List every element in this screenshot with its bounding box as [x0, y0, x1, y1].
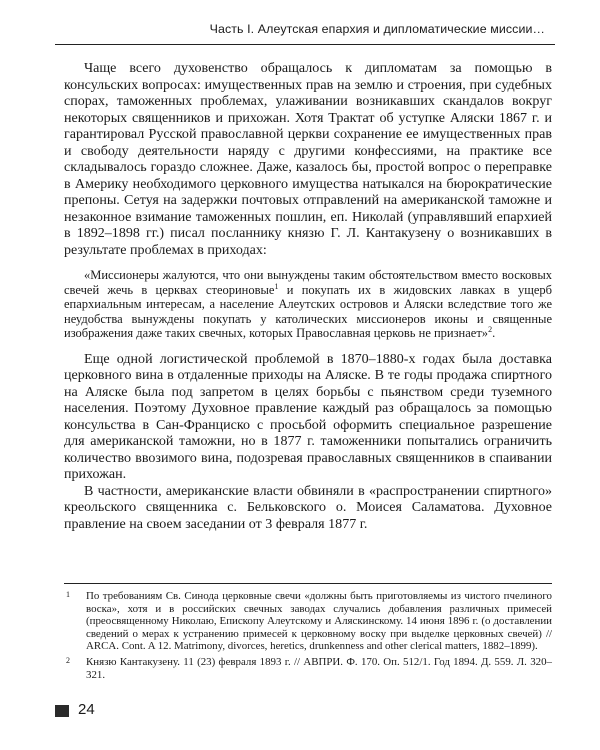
running-header: Часть I. Алеутская епархия и дипломатические миссии…: [209, 22, 545, 36]
footnote-1: [64, 590, 552, 653]
footnote-2: [64, 656, 552, 681]
paragraph-3: В частности, американские власти обвиняли в «распространении спиртного» креольского священника с. Бельковского о. Моисея Саламатова. Духовное правление на своем заседании от 3 февраля 1877 г.: [64, 482, 552, 532]
paragraph-1: Чаще всего духовенство обращалось к дипломатам за помощью в консульских вопросах: имущественных прав на землю и строения, при судебных спорах, таможенных проблемах, улаживании возникавших скандалов вокруг некоторых священников и прихожан. Хотя Трактат об уступке Аляски 1867 г. и гарантировал Русской православной церкви сохранение ее имущественных прав и свободу деятельности наряду с другими конфессиями, на практике все складывалось гораздо сложнее. Даже, казалось бы, простой вопрос о переправке в Америку необходимого церковного имущества натыкался на бюрократические препоны. Сетуя на задержки почтовых отправлений на американской таможне и незаконное взимание таможенных пошлин, еп. Николай (управлявший епархией в 1892–1898 гг.) писал посланнику князю Г. Л. Кантакузену о возникавших в результате проблемах в приходах:: [64, 60, 552, 258]
footnotes: [64, 590, 552, 684]
footnote-text: По требованиям Св. Синода церковные свечи «должны быть приготовляемы из чистого пчелиного воска», хотя и в российских свечных заводах случались добавления различных примесей (преосвященному Николаю, Епископу Алеутскому и Аляскинскому. 14 июня 1896 г. (о доставлении сведений о мерах к устранению примесей к церковному воску при выделке церковных свечей) // ARCA. Cont. A 12. Matrimony, divorces, heretics, drunkenness and other clerical matters, 1882–1899).: [86, 590, 552, 653]
header-rule: [55, 44, 555, 45]
footnote-text: Князю Кантакузену. 11 (23) февраля 1893 г. // АВПРИ. Ф. 170. Оп. 512/1. Год 1894. Д. 559. Л. 320–321.: [86, 655, 552, 681]
footnote-number: 2: [66, 655, 70, 665]
page-number: 24: [78, 701, 95, 718]
quote-text-2: и покупать их в жидовских лавках в ущерб епархиальным интересам, а население Алеутских островов и Аляски вследствие того же неудобства вынуждены покупать у католических миссионеров иконы и священные изображения даже таких свечных, которых Православная церковь не признает»: [64, 282, 552, 340]
quote-text-1: «Миссионеры жалуются, что они вынуждены таким обстоятельством вместо восковых свечей жечь в церквах стеориновые: [64, 268, 552, 297]
footnote-ref-1[interactable]: 1: [274, 281, 279, 291]
block-quote: [64, 268, 552, 341]
quote-text-end: .: [492, 326, 496, 340]
footnote-rule: [64, 583, 552, 584]
main-text: [64, 60, 552, 532]
folio-marker: [55, 705, 69, 717]
footnote-number: 1: [66, 590, 70, 599]
paragraph-2: Еще одной логистической проблемой в 1870–1880-х годах была доставка церковного вина в отдаленные приходы на Аляске. В те годы продажа спиртного на Аляске была под запретом в целях борьбы с пьянством среди туземного населения. Поэтому Духовное правление каждый раз обращалось за помощью консульства в Сан-Франциско с просьбой оформить специальное разрешение для американской таможни, но в 1877 г. таможенники попытались ограничить количество ввозимого вина, подозревая православных священников в спаивании прихожан.: [64, 350, 552, 482]
footnote-ref-2[interactable]: 2: [488, 324, 493, 334]
